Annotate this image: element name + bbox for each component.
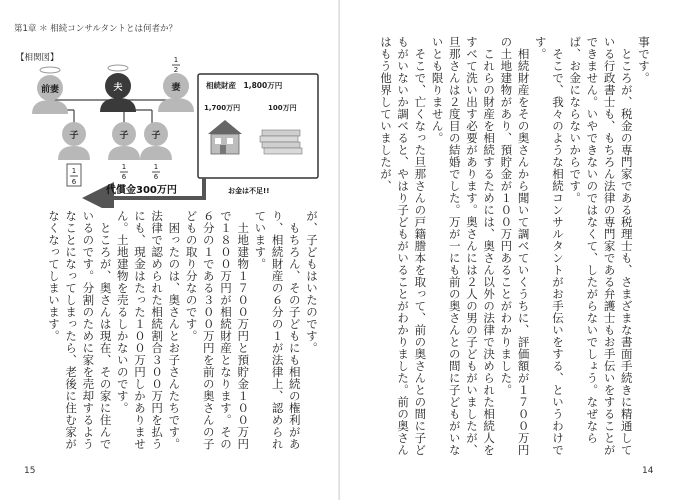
halo-icon <box>40 67 60 73</box>
cash-value: 100万円 <box>268 104 297 112</box>
estate-title: 相続財産 1,800万円 <box>206 81 283 90</box>
paragraph: 相続財産をその奥さんから聞いて調べていくうちに、評価額が１７００万円の土地建物があり、預貯金が１００万円あることがわかりました。 <box>499 36 531 456</box>
paragraph: そこで、亡くなった旦那さんの戸籍謄本を取って、前の奥さんとの間に子どもがいないか調べると、やはり子どもがいることがわかりました。前の奥さんはもう他界していましたが、 <box>378 36 428 456</box>
right-body-text <box>356 36 652 456</box>
paragraph: これらの財産を相続するためには、奥さん以外の法律で決められた相続人をすべて洗い出す必要があります。奥さんには２人の男の子どもがいましたが、旦那さんは２度目の結婚でした。万が一にも前の奥さんとの間に子どもがいないとも限りません。 <box>430 36 497 456</box>
child-a-share-den: 6 <box>121 173 127 181</box>
paragraph: が、子どもはいたのです。 <box>305 210 319 354</box>
child-a-share-num: 1 <box>121 163 127 171</box>
former-wife-figure <box>32 67 68 114</box>
paragraph: 土地建物１７００万円と預貯金１００万円で１８００万円が相続財産となります。その６分の１である３００万円を前の奥さんの子どもの取り分なのです。 <box>184 210 251 450</box>
right-page <box>340 0 680 500</box>
estate-box <box>198 74 318 178</box>
land-value: 1,700万円 <box>204 104 241 112</box>
child-label: 子 <box>151 131 161 141</box>
paragraph: そこで、我々のような相続コンサルタントがお手伝いをする、というわけです。 <box>533 36 565 456</box>
child-label: 子 <box>119 131 129 141</box>
former-child-share-den: 6 <box>71 178 77 186</box>
inheritance-diagram <box>14 48 324 208</box>
wife-label: 妻 <box>171 83 181 93</box>
money-stack-icon <box>260 130 302 154</box>
former-wife-label: 前妻 <box>40 85 60 95</box>
husband-label: 夫 <box>113 83 123 93</box>
child-figure-a <box>108 122 140 181</box>
page-number-right: 14 <box>642 466 654 476</box>
page-number-left: 15 <box>24 466 36 476</box>
paragraph: ところが、奥さんは現在、その家に住んでいるのです。分割のために家を売却するようなことになってしまったら、老後に住む家がなくなってしまいます。 <box>46 210 113 450</box>
diagram-label: 【相関図】 <box>16 53 59 63</box>
husband-figure <box>100 65 136 112</box>
wife-share-den: 2 <box>173 66 179 74</box>
halo-icon <box>108 65 128 71</box>
child-b-share-den: 6 <box>153 173 159 181</box>
chapter-header: 第1章 ＊ 相続コンサルタントとは何者か？ <box>14 24 178 34</box>
paragraph: ところが、税金の専門家である税理士も、さまざまな書面手続きに精通している行政書士も、もちろん法律の専門家である弁護士もお手伝いをすることができません。いやできないのではなくて、したがらないでしょう。なぜならば、お金にならないからです。 <box>568 36 634 456</box>
child-figure-former <box>58 122 90 160</box>
wife-figure <box>158 56 194 112</box>
paragraph: 事です。 <box>637 36 651 84</box>
paragraph: もちろん、その子どもにも相続の権利があり、相続財産の６分の１が法律上、認められています。 <box>253 210 302 450</box>
child-label: 子 <box>69 131 79 141</box>
former-child-share-num: 1 <box>71 167 77 175</box>
paragraph: 困ったのは、奥さんとお子さんたちです。法律で認められた相続割合３００万円を払うにも、現金はたった１００万円しかありません。土地建物を売るしかないのです。 <box>115 210 182 450</box>
compensation-label: 代償金300万円 <box>106 185 177 196</box>
former-child-share-box <box>67 164 81 186</box>
shortage-note: お金は不足!! <box>228 187 270 195</box>
left-body-text <box>24 210 320 455</box>
child-b-share-num: 1 <box>153 163 159 171</box>
child-figure-b <box>140 122 172 181</box>
wife-share-num: 1 <box>173 56 179 64</box>
